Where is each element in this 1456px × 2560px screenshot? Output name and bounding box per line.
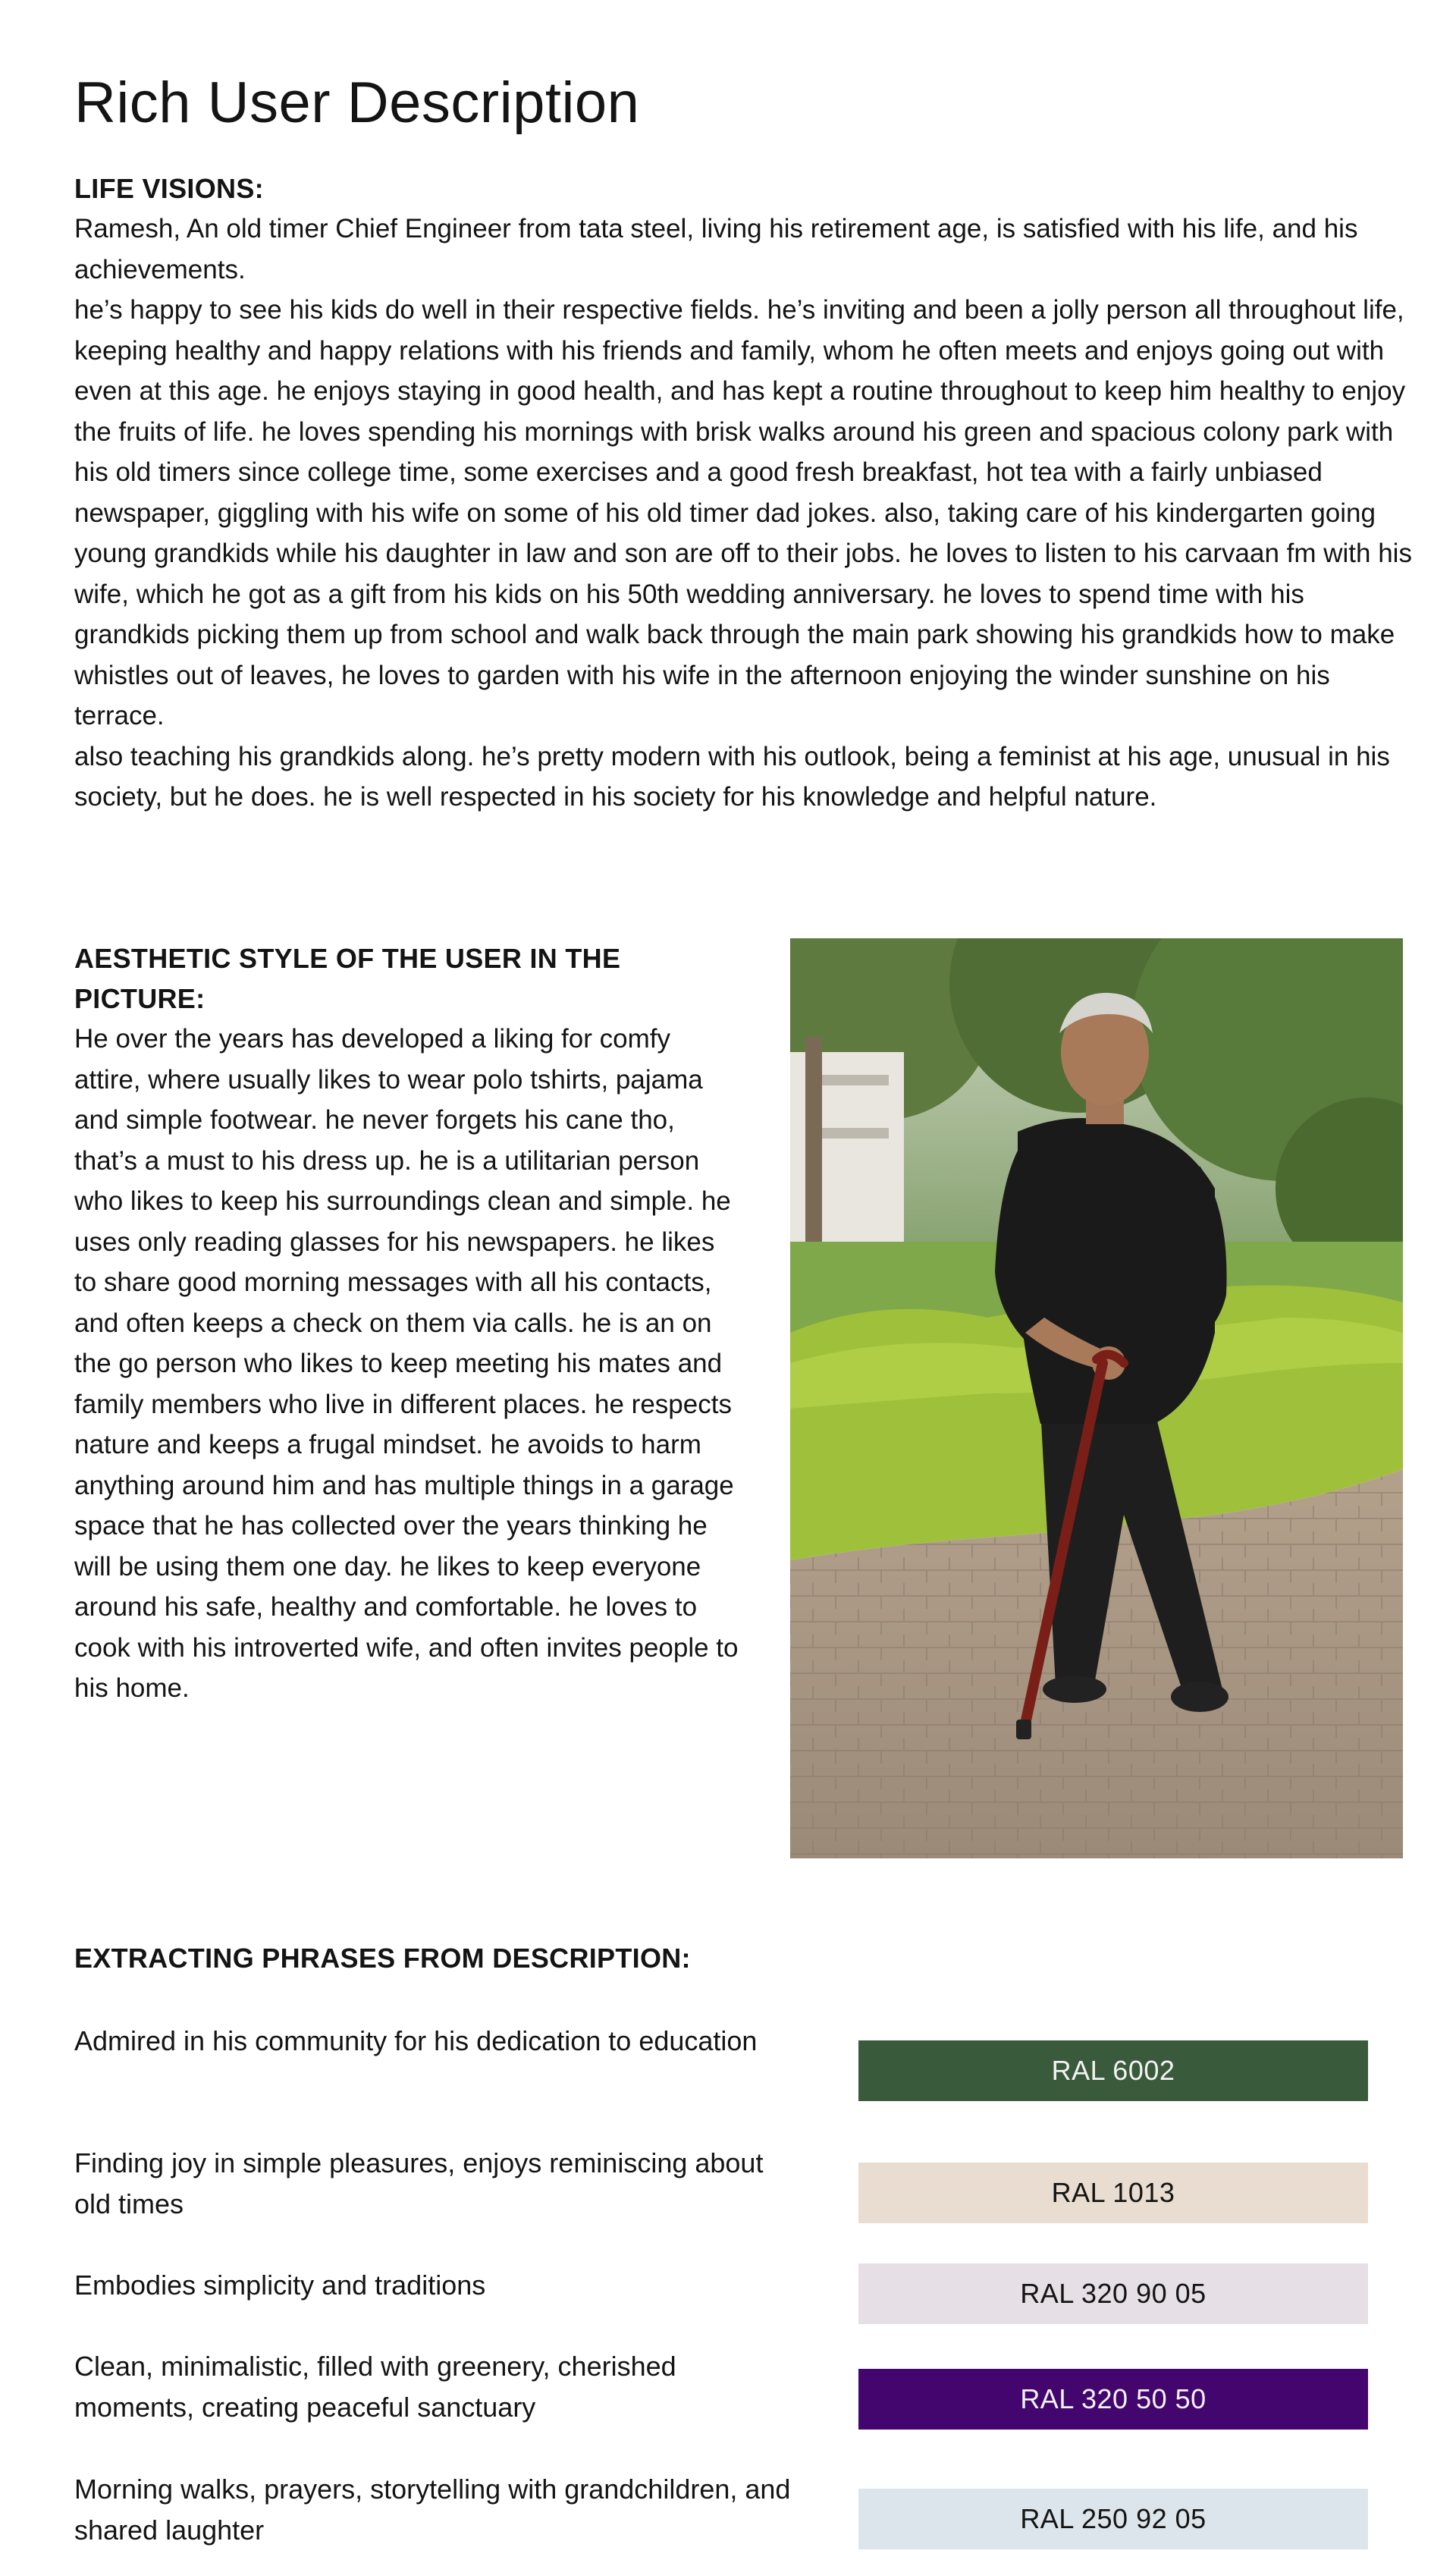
user-photo bbox=[790, 938, 1403, 1858]
phrase-row bbox=[74, 2346, 1368, 2437]
life-visions-heading: LIFE VISIONS: bbox=[74, 173, 264, 204]
phrase-row bbox=[74, 2469, 1368, 2560]
phrase-row bbox=[74, 2021, 1368, 2112]
color-swatch: RAL 250 92 05 bbox=[858, 2489, 1368, 2549]
phrases-heading: EXTRACTING PHRASES FROM DESCRIPTION: bbox=[74, 1943, 691, 1974]
phrase-text: Embodies simplicity and traditions bbox=[74, 2269, 486, 2301]
color-swatch: RAL 320 90 05 bbox=[858, 2263, 1368, 2324]
phrase-text: Finding joy in simple pleasures, enjoys reminiscing about old times bbox=[74, 2147, 764, 2219]
aesthetic-section bbox=[74, 938, 742, 1709]
life-visions-paragraph: he’s happy to see his kids do well in their respective fields. he’s inviting and been a jolly person all throughout life, keeping healthy and happy relations with his friends and family, whom he often meets and enjoys going out with even at this age. he enjoys staying in good health, and has kept a routine throughout to keep him healthy to enjoy the fruits of life. he loves spending his mornings with brisk walks around his green and spacious colony park with his old timers since college time, some exercises and a good fresh breakfast, hot tea with a fairly unbiased newspaper, giggling with his wife on some of his old timer dad jokes. also, taking care of his kindergarten going young grandkids while his daughter in law and son are off to their jobs. he loves to listen to his carvaan fm with his wife, which he got as a gift from his kids on his 50th wedding anniversary. he loves to spend time with his grandkids picking them up from school and walk back through the main park showing his grandkids how to make whistles out of leaves, he loves to garden with his wife in the afternoon enjoying the winder sunshine on his terrace. bbox=[74, 295, 1412, 730]
life-visions-paragraph: also teaching his grandkids along. he’s pretty modern with his outlook, being a feminist at his age, unusual in his society, but he does. he is well respected in his society for his knowledge and helpful nature. bbox=[74, 741, 1390, 812]
life-visions-paragraph: Ramesh, An old timer Chief Engineer from tata steel, living his retirement age, is satisfied with his life, and his achievements. bbox=[74, 214, 1358, 284]
phrase-row bbox=[74, 2265, 1368, 2356]
phrase-row bbox=[74, 2143, 1368, 2234]
life-visions-section bbox=[74, 168, 1417, 818]
page-title: Rich User Description bbox=[74, 71, 640, 135]
phrase-text: Clean, minimalistic, filled with greenery, cherished moments, creating peaceful sanctuary bbox=[74, 2351, 676, 2423]
aesthetic-heading: AESTHETIC STYLE OF THE USER IN THE PICTURE: bbox=[74, 943, 621, 1014]
color-swatch: RAL 1013 bbox=[858, 2163, 1368, 2223]
color-swatch: RAL 320 50 50 bbox=[858, 2369, 1368, 2430]
phrase-text: Admired in his community for his dedication to education bbox=[74, 2025, 758, 2056]
color-swatch: RAL 6002 bbox=[858, 2040, 1368, 2101]
aesthetic-text: He over the years has developed a liking for comfy attire, where usually likes to wear polo tshirts, pajama and simple footwear. he never forgets his cane tho, that’s a must to his dress up. he is a utilitarian person who likes to keep his surroundings clean and simple. he uses only reading glasses for his newspapers. he likes to share good morning messages with all his contacts, and often keeps a check on them via calls. he is an on the go person who likes to keep meeting his mates and family members who live in different places. he respects nature and keeps a frugal mindset. he avoids to harm anything around him and has multiple things in a garage space that he has collected over the years thinking he will be using them one day. he likes to keep everyone around his safe, healthy and comfortable. he loves to cook with his introverted wife, and often invites people to his home. bbox=[74, 1024, 739, 1703]
phrase-text: Morning walks, prayers, storytelling with grandchildren, and shared laughter bbox=[74, 2474, 791, 2546]
